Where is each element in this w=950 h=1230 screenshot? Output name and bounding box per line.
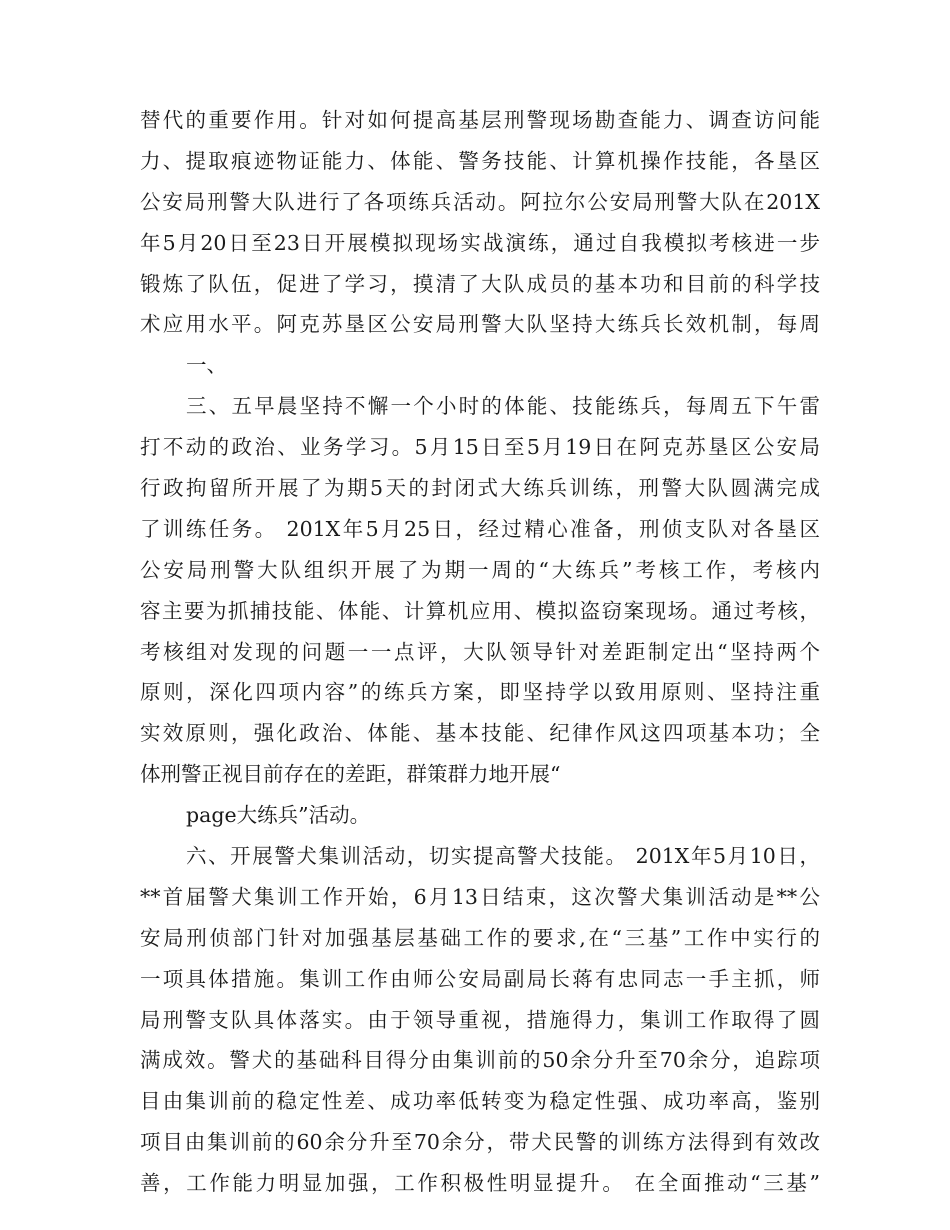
text-line: 体刑警正视目前存在的差距，群策群力地开展“ xyxy=(140,762,561,787)
text-line: 替代的重要作用。针对如何提高基层刑警现场勘查能力、调查访问能 xyxy=(140,108,820,132)
text-line: 考核组对发现的问题一一点评，大队领导针对差距制定出“坚持两个 xyxy=(140,639,820,664)
text-line: 行政拘留所开展了为期5天的封闭式大练兵训练，刑警大队圆满完成 xyxy=(140,476,820,501)
text-line: 术应用水平。阿克苏垦区公安局刑警大队坚持大练兵长效机制，每周 xyxy=(140,312,820,337)
text-line: page大练兵”活动。 xyxy=(186,803,371,828)
text-line: 一项具体措施。集训工作由师公安局副局长蒋有忠同志一手主抓，师 xyxy=(140,966,820,991)
text-line: 一、 xyxy=(186,353,227,378)
text-line: 实效原则，强化政治、体能、基本技能、纪律作风这四项基本功；全 xyxy=(140,721,820,746)
text-line: 局刑警支队具体落实。由于领导重视，措施得力，集训工作取得了圆 xyxy=(140,1007,820,1032)
text-line: 原则，深化四项内容”的练兵方案，即坚持学以致用原则、坚持注重 xyxy=(140,680,820,705)
text-line: 公安局刑警大队进行了各项练兵活动。阿拉尔公安局刑警大队在201X xyxy=(140,189,820,214)
document-body-text xyxy=(140,100,820,1204)
text-line: 目由集训前的稳定性差、成功率低转变为稳定性强、成功率高，鉴别 xyxy=(140,1089,820,1114)
text-line: 锻炼了队伍，促进了学习，摸清了大队成员的基本功和目前的科学技 xyxy=(140,271,820,296)
text-line: 项目由集训前的60余分升至70余分，带犬民警的训练方法得到有效改 xyxy=(140,1130,820,1155)
text-line: 满成效。警犬的基础科目得分由集训前的50余分升至70余分，追踪项 xyxy=(140,1048,820,1073)
text-line: 打不动的政治、业务学习。5月15日至5月19日在阿克苏垦区公安局 xyxy=(140,435,820,460)
text-line: 三、五早晨坚持不懈一个小时的体能、技能练兵，每周五下午雷 xyxy=(186,394,820,419)
text-line: 年5月20日至23日开展模拟现场实战演练，通过自我模拟考核进一步 xyxy=(140,230,820,255)
text-line: 了训练任务。 201X年5月25日，经过精心准备，刑侦支队对各垦区 xyxy=(140,516,820,541)
text-line: 容主要为抓捕技能、体能、计算机应用、模拟盗窃案现场。通过考核， xyxy=(140,598,820,623)
text-line: **首届警犬集训工作开始，6月13日结束，这次警犬集训活动是**公 xyxy=(140,884,820,909)
text-line: 善，工作能力明显加强，工作积极性明显提升。 在全面推动“三基” xyxy=(140,1171,820,1196)
text-line: 力、提取痕迹物证能力、体能、警务技能、计算机操作技能，各垦区 xyxy=(140,148,820,173)
text-line: 公安局刑警大队组织开展了为期一周的“大练兵”考核工作，考核内 xyxy=(140,557,820,582)
text-line: 安局刑侦部门针对加强基层基础工作的要求,在“三基”工作中实行的 xyxy=(140,925,820,950)
text-line: 六、开展警犬集训活动，切实提高警犬技能。 201X年5月10日， xyxy=(186,844,820,869)
